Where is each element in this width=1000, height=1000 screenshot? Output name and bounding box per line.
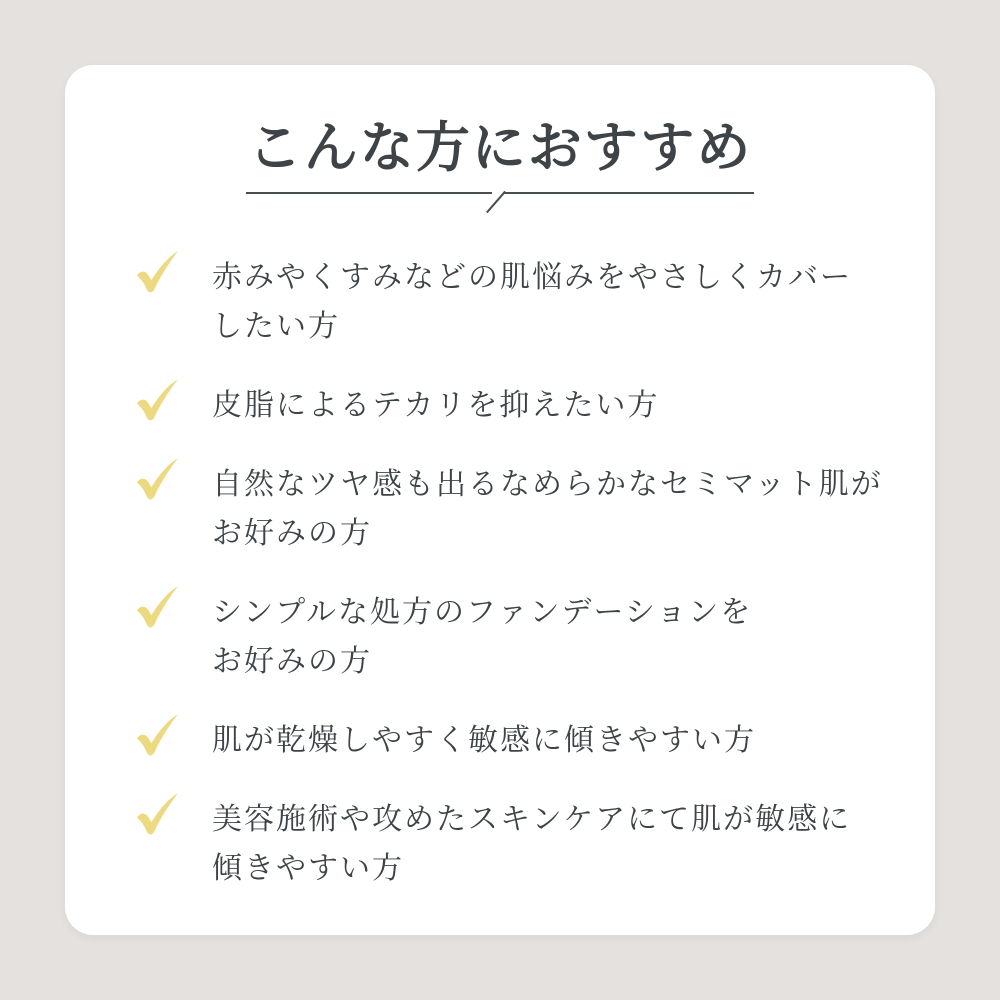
list-item-line: 赤みやくすみなどの肌悩みをやさしくカバー <box>212 261 852 294</box>
list-item-line: 傾きやすい方 <box>212 852 404 885</box>
check-icon <box>133 584 181 632</box>
check-icon <box>133 249 181 297</box>
list-item <box>133 716 895 765</box>
list-item-text <box>212 253 852 351</box>
list-item-line: お好みの方 <box>212 645 372 678</box>
list-item <box>133 253 895 351</box>
recommendation-list <box>65 253 935 893</box>
list-item-line: シンプルな処方のファンデーションを <box>212 596 753 629</box>
list-item-text <box>212 716 756 765</box>
list-item-text <box>212 381 659 430</box>
list-item <box>133 795 895 893</box>
divider-slash-accent <box>486 191 506 213</box>
list-item-line: 自然なツヤ感も出るなめらかなセミマット肌が <box>212 468 883 501</box>
list-item-text <box>212 460 883 558</box>
list-item-line: 美容施術や攻めたスキンケアにて肌が敏感に <box>212 803 852 836</box>
list-item-line: 肌が乾燥しやすく敏感に傾きやすい方 <box>212 724 756 757</box>
check-icon <box>133 377 181 425</box>
list-item-text <box>212 588 752 686</box>
list-item <box>133 381 895 430</box>
divider-right-line <box>503 192 754 194</box>
check-icon <box>133 791 181 839</box>
check-icon <box>133 712 181 760</box>
check-icon <box>133 456 181 504</box>
list-item <box>133 460 895 558</box>
title-underline-divider <box>246 192 754 216</box>
list-item <box>133 588 895 686</box>
divider-left-line <box>246 192 492 194</box>
list-item-line: 皮脂によるテカリを抑えたい方 <box>212 389 660 422</box>
page-title: こんな方におすすめ <box>247 118 753 178</box>
list-item-text <box>212 795 851 893</box>
recommendation-card <box>65 65 935 935</box>
list-item-line: お好みの方 <box>212 517 372 550</box>
list-item-line: したい方 <box>212 310 340 343</box>
